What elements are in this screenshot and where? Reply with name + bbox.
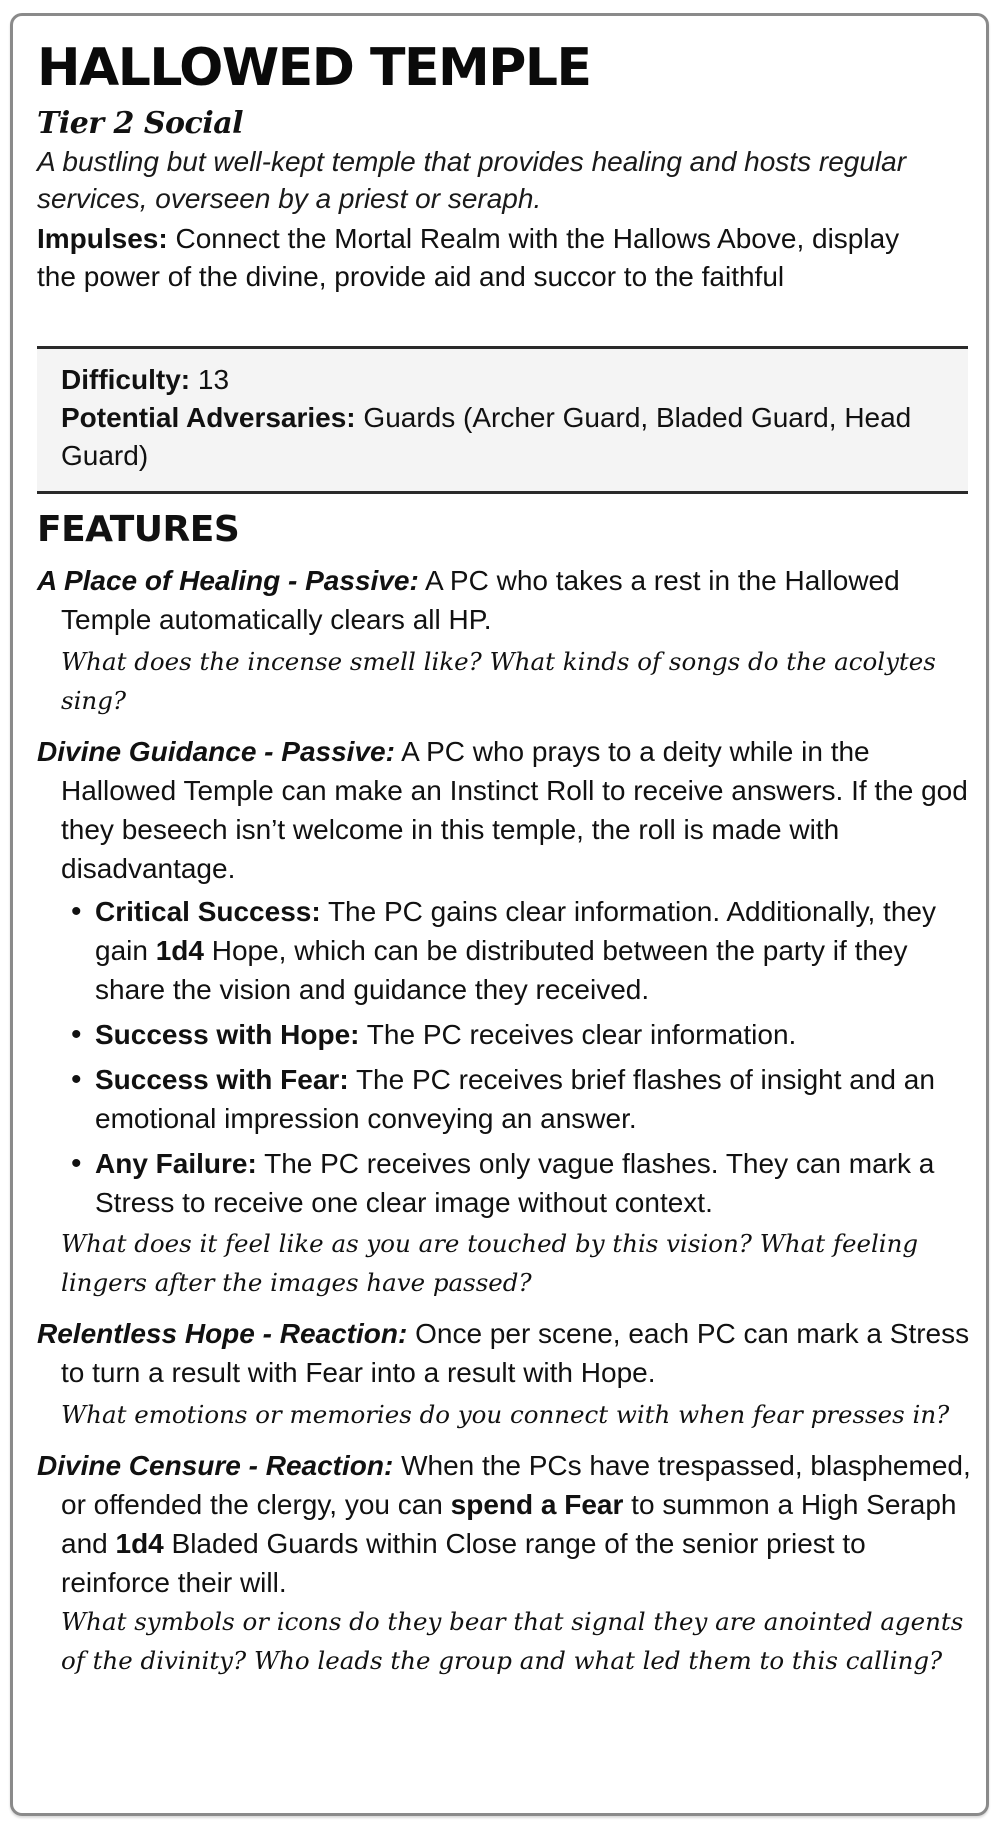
feature-text: to summon a High Seraph and (61, 1489, 957, 1559)
impulses-text: Connect the Mortal Realm with the Hallows Above, display the power of the divine, provide aid and succor to the faithful (37, 223, 900, 292)
feature-item (37, 1314, 982, 1392)
outcome-item (71, 1144, 982, 1222)
feature-text: A PC who prays to a deity while in the Hallowed Temple can make an Instinct Roll to receive answers. If the god they beseech isn’t welcome in this temple, the roll is made with disadvantage. (61, 736, 968, 884)
outcome-item (71, 1015, 982, 1054)
outcome-label: Critical Success: (95, 896, 321, 927)
environment-title: HALLOWED TEMPLE (37, 38, 591, 98)
outcome-item (71, 892, 982, 1009)
feature-text: Bladed Guards within Close range of the senior priest to reinforce their will. (61, 1528, 866, 1598)
adversaries-value: Guards (Archer Guard, Bladed Guard, Head Guard) (61, 402, 912, 471)
feature-question: What does the incense smell like? What kinds of songs do the acolytes sing? (61, 647, 936, 715)
difficulty-row (61, 361, 944, 399)
outcome-text: The PC receives only vague flashes. They can mark a Stress to receive one clear image without context. (95, 1148, 935, 1218)
outcome-label: Any Failure: (95, 1148, 257, 1179)
outcome-label: Success with Fear: (95, 1064, 349, 1095)
feature-text: A PC who takes a rest in the Hallowed Temple automatically clears all HP. (61, 565, 900, 635)
adversaries-label: Potential Adversaries: (61, 402, 356, 433)
dice-value: 1d4 (155, 935, 204, 966)
feature-question: What symbols or icons do they bear that signal they are anointed agents of the divinity? Who leads the group and what led them to this calling? (61, 1607, 964, 1675)
outcome-item (71, 1060, 982, 1138)
feature-text: Once per scene, each PC can mark a Stress to turn a result with Fear into a result with Hope. (61, 1318, 970, 1388)
environment-tier: Tier 2 Social (37, 106, 244, 141)
outcome-text: Hope, which can be distributed between the party if they share the vision and guidance they received. (95, 935, 908, 1005)
difficulty-label: Difficulty: (61, 364, 191, 395)
feature-name: Divine Censure - Reaction: (37, 1450, 394, 1481)
fear-cost: spend a Fear (450, 1489, 624, 1520)
feature-item (37, 1446, 982, 1602)
stats-block (37, 346, 968, 494)
feature-item (37, 732, 982, 888)
feature-name: Divine Guidance - Passive: (37, 736, 395, 767)
feature-question: What does it feel like as you are touched by this vision? What feeling lingers after the images have passed? (61, 1229, 919, 1297)
outcome-text: The PC receives brief flashes of insight and an emotional impression conveying an answer. (95, 1064, 935, 1134)
dice-value: 1d4 (115, 1528, 164, 1559)
features-heading: FEATURES (37, 509, 240, 550)
feature-name: A Place of Healing - Passive: (37, 565, 419, 596)
impulses-label: Impulses: (37, 223, 168, 254)
feature-item (37, 561, 982, 639)
outcome-text: The PC gains clear information. Additionally, they gain (95, 896, 936, 966)
feature-text: When the PCs have trespassed, blasphemed, or offended the clergy, you can (61, 1450, 971, 1520)
outcome-label: Success with Hope: (95, 1019, 360, 1050)
difficulty-value: 13 (197, 364, 230, 395)
environment-card (10, 13, 989, 1816)
adversaries-row (61, 399, 944, 475)
feature-question: What emotions or memories do you connect with when fear presses in? (61, 1400, 950, 1429)
features-list (37, 561, 982, 1680)
environment-description: A bustling but well-kept temple that provides healing and hosts regular services, overseen by a priest or seraph. (37, 146, 907, 214)
roll-outcomes-list (71, 892, 982, 1222)
feature-name: Relentless Hope - Reaction: (37, 1318, 408, 1349)
outcome-text: The PC receives clear information. (366, 1019, 797, 1050)
impulses (37, 220, 942, 296)
